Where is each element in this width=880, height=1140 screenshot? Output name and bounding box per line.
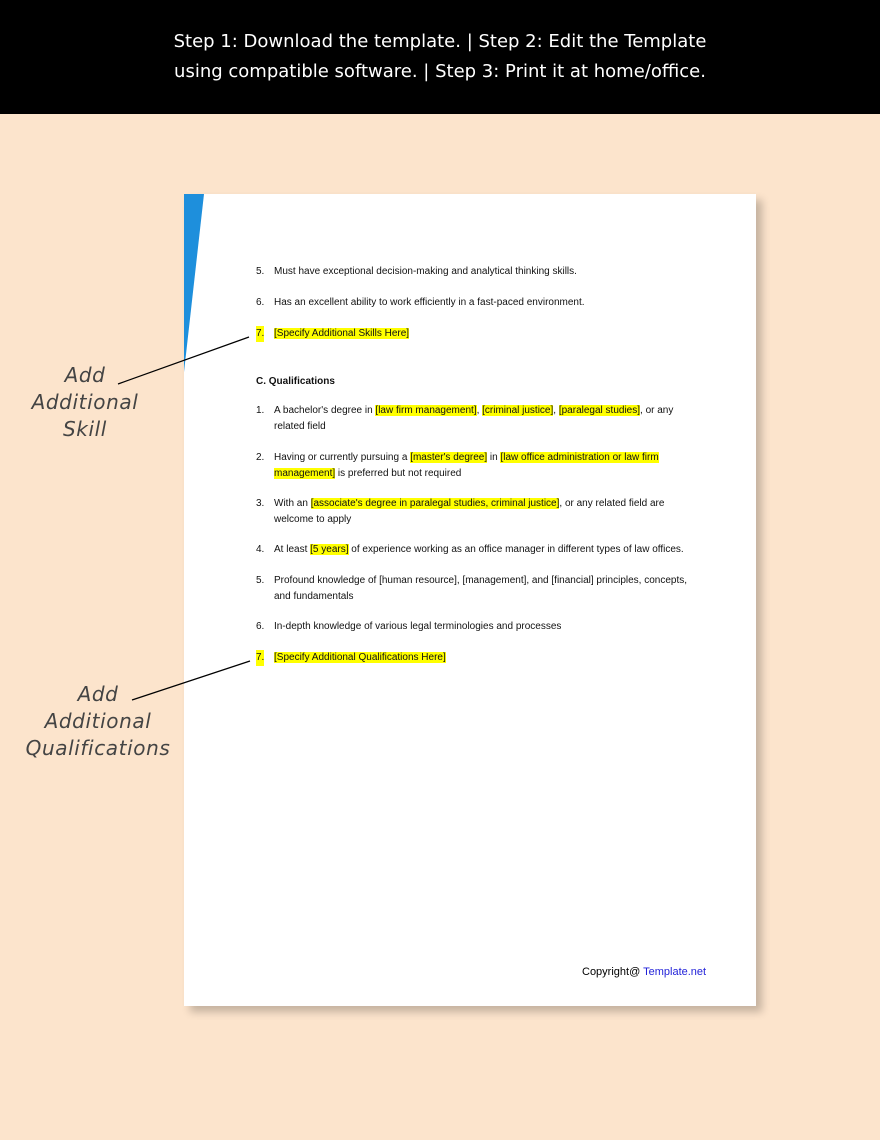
banner-line-2: using compatible software. | Step 3: Print it at home/office. [174,61,706,82]
list-item-number: 2. [256,452,265,463]
list-item-number: 4. [256,544,265,555]
text-segment: With an [274,498,311,509]
text-segment: Profound knowledge of [human resource], [management], and [financial] principles, concepts, and fundamentals [274,575,688,602]
placeholder-highlight: [5 years] [310,544,349,555]
list-item-number: 5. [256,575,265,586]
list-item-number: 1. [256,405,265,416]
callout-text: Add [64,363,106,387]
callout-text: Additional [31,390,139,414]
text-segment: of experience working as an office manager in different types of law offices. [348,544,684,555]
text-segment: Must have exceptional decision-making and analytical thinking skills. [274,266,577,277]
text-segment: A bachelor's degree in [274,405,376,416]
callout-text: Skill [63,417,107,441]
placeholder-highlight: [Specify Additional Skills Here] [274,328,410,339]
list-item-number: 6. [256,621,265,632]
qualifications-heading: C. Qualifications [256,376,335,387]
list-item-number: 6. [256,297,265,308]
placeholder-highlight: [paralegal studies] [558,405,641,416]
list-item-number: 7. [256,650,264,666]
text-segment: , or any related field are welcome to apply [274,498,665,525]
text-segment: , [553,405,559,416]
placeholder-highlight: [law office administration or law firm management] [274,452,659,479]
callout-text: Qualifications [25,736,171,760]
callout-text: Additional [44,709,152,733]
placeholder-highlight: [law firm management] [375,405,477,416]
callout-text: Add [77,682,119,706]
text-segment: , or any related field [274,405,674,432]
placeholder-highlight: [associate's degree in paralegal studies, criminal justice] [310,498,560,509]
add-skill-callout [20,362,150,443]
template-net-link[interactable]: Template.net [643,966,707,978]
banner-line-1: Step 1: Download the template. | Step 2: Edit the Template [173,31,707,52]
add-qualifications-callout [18,681,178,762]
text-segment: Has an excellent ability to work efficiently in a fast-paced environment. [274,297,585,308]
placeholder-highlight: [criminal justice] [482,405,554,416]
copyright-prefix: Copyright@ [582,966,644,978]
placeholder-highlight: [master's degree] [410,452,488,463]
text-segment: , [476,405,483,416]
text-segment: Having or currently pursuing a [274,452,411,463]
text-segment: At least [274,544,311,555]
list-item-number: 3. [256,498,265,509]
list-item-number: 7. [256,326,264,342]
text-segment: is preferred but not required [335,468,462,479]
list-item-number: 5. [256,266,265,277]
text-segment: in [487,452,501,463]
placeholder-highlight: [Specify Additional Qualifications Here] [274,652,446,663]
text-segment: In-depth knowledge of various legal terminologies and processes [274,621,562,632]
